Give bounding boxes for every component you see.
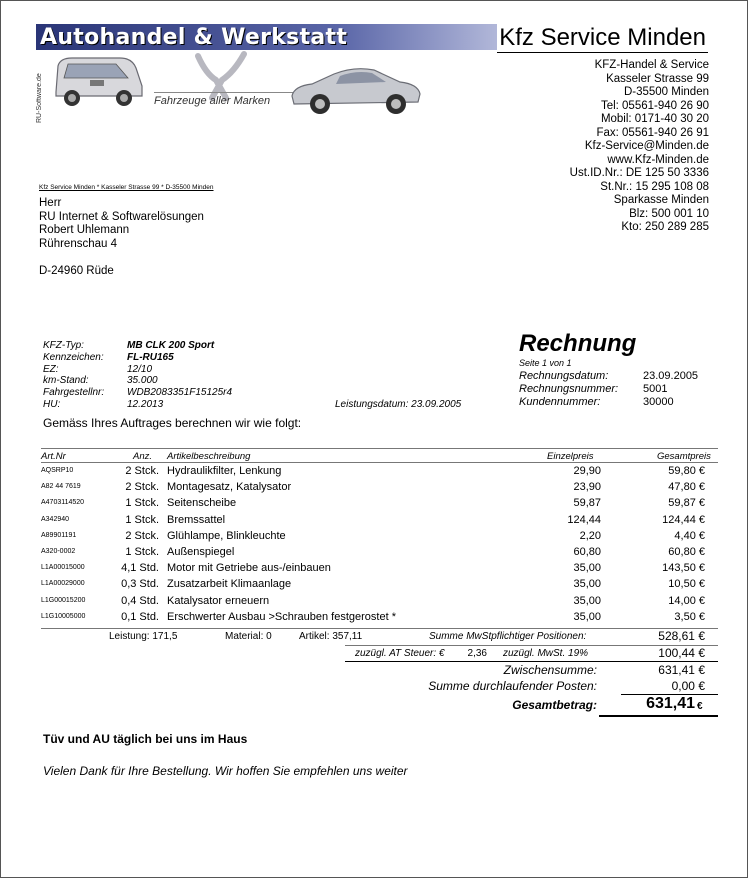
at-steuer-label: zuzügl. AT Steuer: € bbox=[355, 648, 445, 659]
company-line: Tel: 05561-940 26 90 bbox=[600, 99, 709, 112]
invoice-number: 5001 bbox=[643, 383, 668, 395]
mwst-value: 100,44 € bbox=[658, 646, 705, 660]
vehicle-label: HU: bbox=[43, 398, 61, 410]
row-unit-price: 29,90 bbox=[573, 465, 601, 477]
row-description: Motor mit Getriebe aus-/einbauen bbox=[167, 562, 331, 574]
vehicle-labels bbox=[43, 340, 104, 411]
row-description: Katalysator erneuern bbox=[167, 595, 270, 607]
summary-material: Material: 0 bbox=[225, 631, 272, 642]
company-line: KFZ-Handel & Service bbox=[594, 59, 709, 71]
row-total-price: 60,80 € bbox=[668, 546, 705, 558]
summary-rule bbox=[345, 661, 718, 662]
page-number: Seite 1 von 1 bbox=[519, 358, 572, 368]
table-header-rule bbox=[41, 462, 718, 463]
row-art-nr: L1A00029000 bbox=[41, 580, 85, 587]
mwst-label: zuzügl. MwSt. 19% bbox=[503, 648, 589, 659]
row-description: Erschwerter Ausbau >Schrauben festgerostet * bbox=[167, 611, 396, 623]
row-art-nr: L1A00015000 bbox=[41, 564, 85, 571]
invoice-field-label: Rechnungsdatum: bbox=[519, 370, 609, 382]
row-unit-price: 124,44 bbox=[567, 514, 601, 526]
row-quantity: 0,4 Std. bbox=[121, 595, 159, 607]
recipient-line: RU Internet & Softwarelösungen bbox=[39, 210, 204, 223]
company-line: Fax: 05561-940 26 91 bbox=[596, 126, 709, 139]
header-art-nr: Art.Nr bbox=[41, 451, 66, 462]
row-unit-price: 60,80 bbox=[573, 546, 601, 558]
row-total-price: 14,00 € bbox=[668, 595, 705, 607]
row-total-price: 10,50 € bbox=[668, 578, 705, 590]
recipient-city: D-24960 Rüde bbox=[39, 265, 114, 277]
zwischensumme-label: Zwischensumme: bbox=[503, 663, 597, 677]
vehicle-label: EZ: bbox=[43, 363, 59, 375]
table-row bbox=[41, 481, 718, 497]
company-details bbox=[570, 59, 709, 235]
gesamtbetrag-currency: € bbox=[697, 701, 703, 712]
mwst-positions-value: 528,61 € bbox=[658, 629, 705, 643]
table-row bbox=[41, 497, 718, 513]
table-row bbox=[41, 578, 718, 594]
vehicle-values bbox=[127, 340, 232, 411]
summary-artikel: Artikel: 357,11 bbox=[299, 631, 363, 642]
row-unit-price: 35,00 bbox=[573, 595, 601, 607]
vehicle-type: MB CLK 200 Sport bbox=[127, 340, 215, 351]
row-unit-price: 23,90 bbox=[573, 481, 601, 493]
summary-leistung: Leistung: 171,5 bbox=[109, 631, 178, 642]
vehicle-value: 12/10 bbox=[127, 363, 153, 375]
company-line: Sparkasse Minden bbox=[613, 194, 709, 206]
vehicle-value: WDB2083351F15125r4 bbox=[127, 387, 233, 399]
table-row bbox=[41, 530, 718, 546]
row-unit-price: 35,00 bbox=[573, 578, 601, 590]
row-description: Glühlampe, Blinkleuchte bbox=[167, 530, 286, 542]
table-row bbox=[41, 514, 718, 530]
vehicle-label: km-Stand: bbox=[43, 375, 89, 387]
invoice-field-label: Rechnungsnummer: bbox=[519, 383, 619, 395]
row-description: Bremssattel bbox=[167, 514, 226, 526]
row-total-price: 124,44 € bbox=[662, 514, 705, 526]
vehicle-plate: FL-RU165 bbox=[127, 351, 174, 363]
row-description: Zusatzarbeit Klimaanlage bbox=[167, 578, 292, 590]
row-quantity: 2 Stck. bbox=[125, 465, 159, 477]
sports-car-image bbox=[288, 56, 424, 118]
row-total-price: 4,40 € bbox=[674, 530, 705, 542]
invoice-field-values bbox=[643, 370, 698, 409]
table-row bbox=[41, 465, 718, 481]
customer-number: 30000 bbox=[643, 396, 674, 408]
row-quantity: 1 Stck. bbox=[125, 497, 159, 509]
van-image bbox=[50, 52, 146, 112]
company-line: Kfz-Service@Minden.de bbox=[584, 140, 709, 152]
sender-return-line: Kfz Service Minden * Kasseler Strasse 99 * D-35500 Minden bbox=[39, 184, 214, 191]
intro-text: Gemäss Ihres Auftrages berechnen wir wie folgt: bbox=[43, 416, 302, 430]
row-unit-price: 35,00 bbox=[573, 562, 601, 574]
table-row bbox=[41, 546, 718, 562]
row-quantity: 1 Stck. bbox=[125, 514, 159, 526]
thank-you-note: Vielen Dank für Ihre Bestellung. Wir hoffen Sie empfehlen uns weiter bbox=[43, 764, 408, 778]
row-quantity: 4,1 Std. bbox=[121, 562, 159, 574]
row-art-nr: A342940 bbox=[41, 516, 70, 523]
row-quantity: 0,3 Std. bbox=[121, 578, 159, 590]
vehicle-value: 12.2013 bbox=[127, 398, 164, 410]
invoice-field-labels bbox=[519, 370, 618, 409]
row-quantity: 2 Stck. bbox=[125, 481, 159, 493]
vehicle-value: 35.000 bbox=[127, 375, 158, 387]
leistungsdatum: Leistungsdatum: 23.09.2005 bbox=[335, 399, 462, 410]
invoice-date: 23.09.2005 bbox=[643, 370, 699, 382]
zwischensumme-value: 631,41 € bbox=[658, 663, 705, 677]
durchlaufend-value: 0,00 € bbox=[671, 679, 705, 693]
vehicle-label: KFZ-Typ: bbox=[43, 340, 84, 351]
row-quantity: 0,1 Std. bbox=[121, 611, 159, 623]
row-description: Außenspiegel bbox=[167, 546, 235, 558]
row-art-nr: A4703114520 bbox=[41, 499, 85, 506]
row-total-price: 59,80 € bbox=[668, 465, 705, 477]
invoice-title: Rechnung bbox=[519, 330, 637, 357]
recipient-address bbox=[39, 197, 204, 251]
row-description: Montagesatz, Katalysator bbox=[167, 481, 292, 493]
at-steuer-value: 2,36 bbox=[467, 648, 487, 659]
company-line: St.Nr.: 15 295 108 08 bbox=[600, 180, 709, 193]
row-art-nr: A82 44 7619 bbox=[41, 483, 81, 490]
company-line: Blz: 500 001 10 bbox=[629, 207, 709, 220]
row-quantity: 2 Stck. bbox=[125, 530, 159, 542]
tuv-notice: Tüv und AU täglich bei uns im Haus bbox=[43, 732, 248, 746]
row-art-nr: A89901191 bbox=[41, 532, 77, 539]
vehicle-label: Fahrgestellnr: bbox=[43, 387, 105, 399]
table-row bbox=[41, 595, 718, 611]
header-description: Artikelbeschreibung bbox=[167, 451, 251, 462]
company-line: D-35500 Minden bbox=[623, 86, 709, 98]
row-unit-price: 59,87 bbox=[573, 497, 601, 509]
row-description: Seitenscheibe bbox=[167, 497, 237, 509]
invoice-field-label: Kundennummer: bbox=[519, 396, 601, 408]
header-anz: Anz. bbox=[133, 451, 153, 462]
gesamtbetrag-label: Gesamtbetrag: bbox=[512, 698, 597, 712]
row-art-nr: AQSRP10 bbox=[41, 467, 74, 474]
vehicle-label: Kennzeichen: bbox=[43, 351, 104, 363]
gesamtbetrag-value: 631,41 bbox=[646, 695, 695, 712]
brand-name: Kfz Service Minden bbox=[499, 24, 706, 51]
table-row bbox=[41, 562, 718, 578]
row-art-nr: A320-0002 bbox=[41, 548, 76, 555]
banner-tagline: Fahrzeuge aller Marken bbox=[154, 92, 304, 107]
row-total-price: 3,50 € bbox=[674, 611, 705, 623]
side-watermark-text: RU-Software.de bbox=[36, 73, 43, 123]
durchlaufend-label: Summe durchlaufender Posten: bbox=[428, 679, 597, 693]
table-row bbox=[41, 611, 718, 627]
recipient-line: Herr bbox=[39, 197, 62, 209]
row-total-price: 143,50 € bbox=[662, 562, 705, 574]
row-total-price: 59,87 € bbox=[668, 497, 705, 509]
row-quantity: 1 Stck. bbox=[125, 546, 159, 558]
row-description: Hydraulikfilter, Lenkung bbox=[167, 465, 282, 477]
header-unit-price: Einzelpreis bbox=[547, 451, 594, 462]
company-line: Ust.ID.Nr.: DE 125 50 3336 bbox=[569, 167, 709, 179]
company-line: Kto: 250 289 285 bbox=[621, 221, 709, 233]
header-total-price: Gesamtpreis bbox=[657, 451, 711, 462]
row-art-nr: L1G00015200 bbox=[41, 597, 86, 604]
company-line: Kasseler Strasse 99 bbox=[606, 72, 709, 85]
row-unit-price: 2,20 bbox=[579, 530, 601, 542]
row-total-price: 47,80 € bbox=[668, 481, 705, 493]
row-unit-price: 35,00 bbox=[573, 611, 601, 623]
company-line: www.Kfz-Minden.de bbox=[607, 153, 709, 166]
mwst-positions-label: Summe MwStpflichtiger Positionen: bbox=[429, 631, 587, 642]
recipient-line: Rührenschau 4 bbox=[39, 237, 117, 250]
row-art-nr: L1G10005000 bbox=[41, 613, 86, 620]
table-bottom-rule bbox=[41, 628, 718, 629]
recipient-line: Robert Uhlemann bbox=[39, 224, 130, 236]
total-double-rule bbox=[599, 715, 718, 717]
banner-title: Autohandel & Werkstatt bbox=[40, 25, 348, 50]
table-top-rule bbox=[41, 448, 718, 449]
company-line: Mobil: 0171-40 30 20 bbox=[600, 113, 709, 125]
